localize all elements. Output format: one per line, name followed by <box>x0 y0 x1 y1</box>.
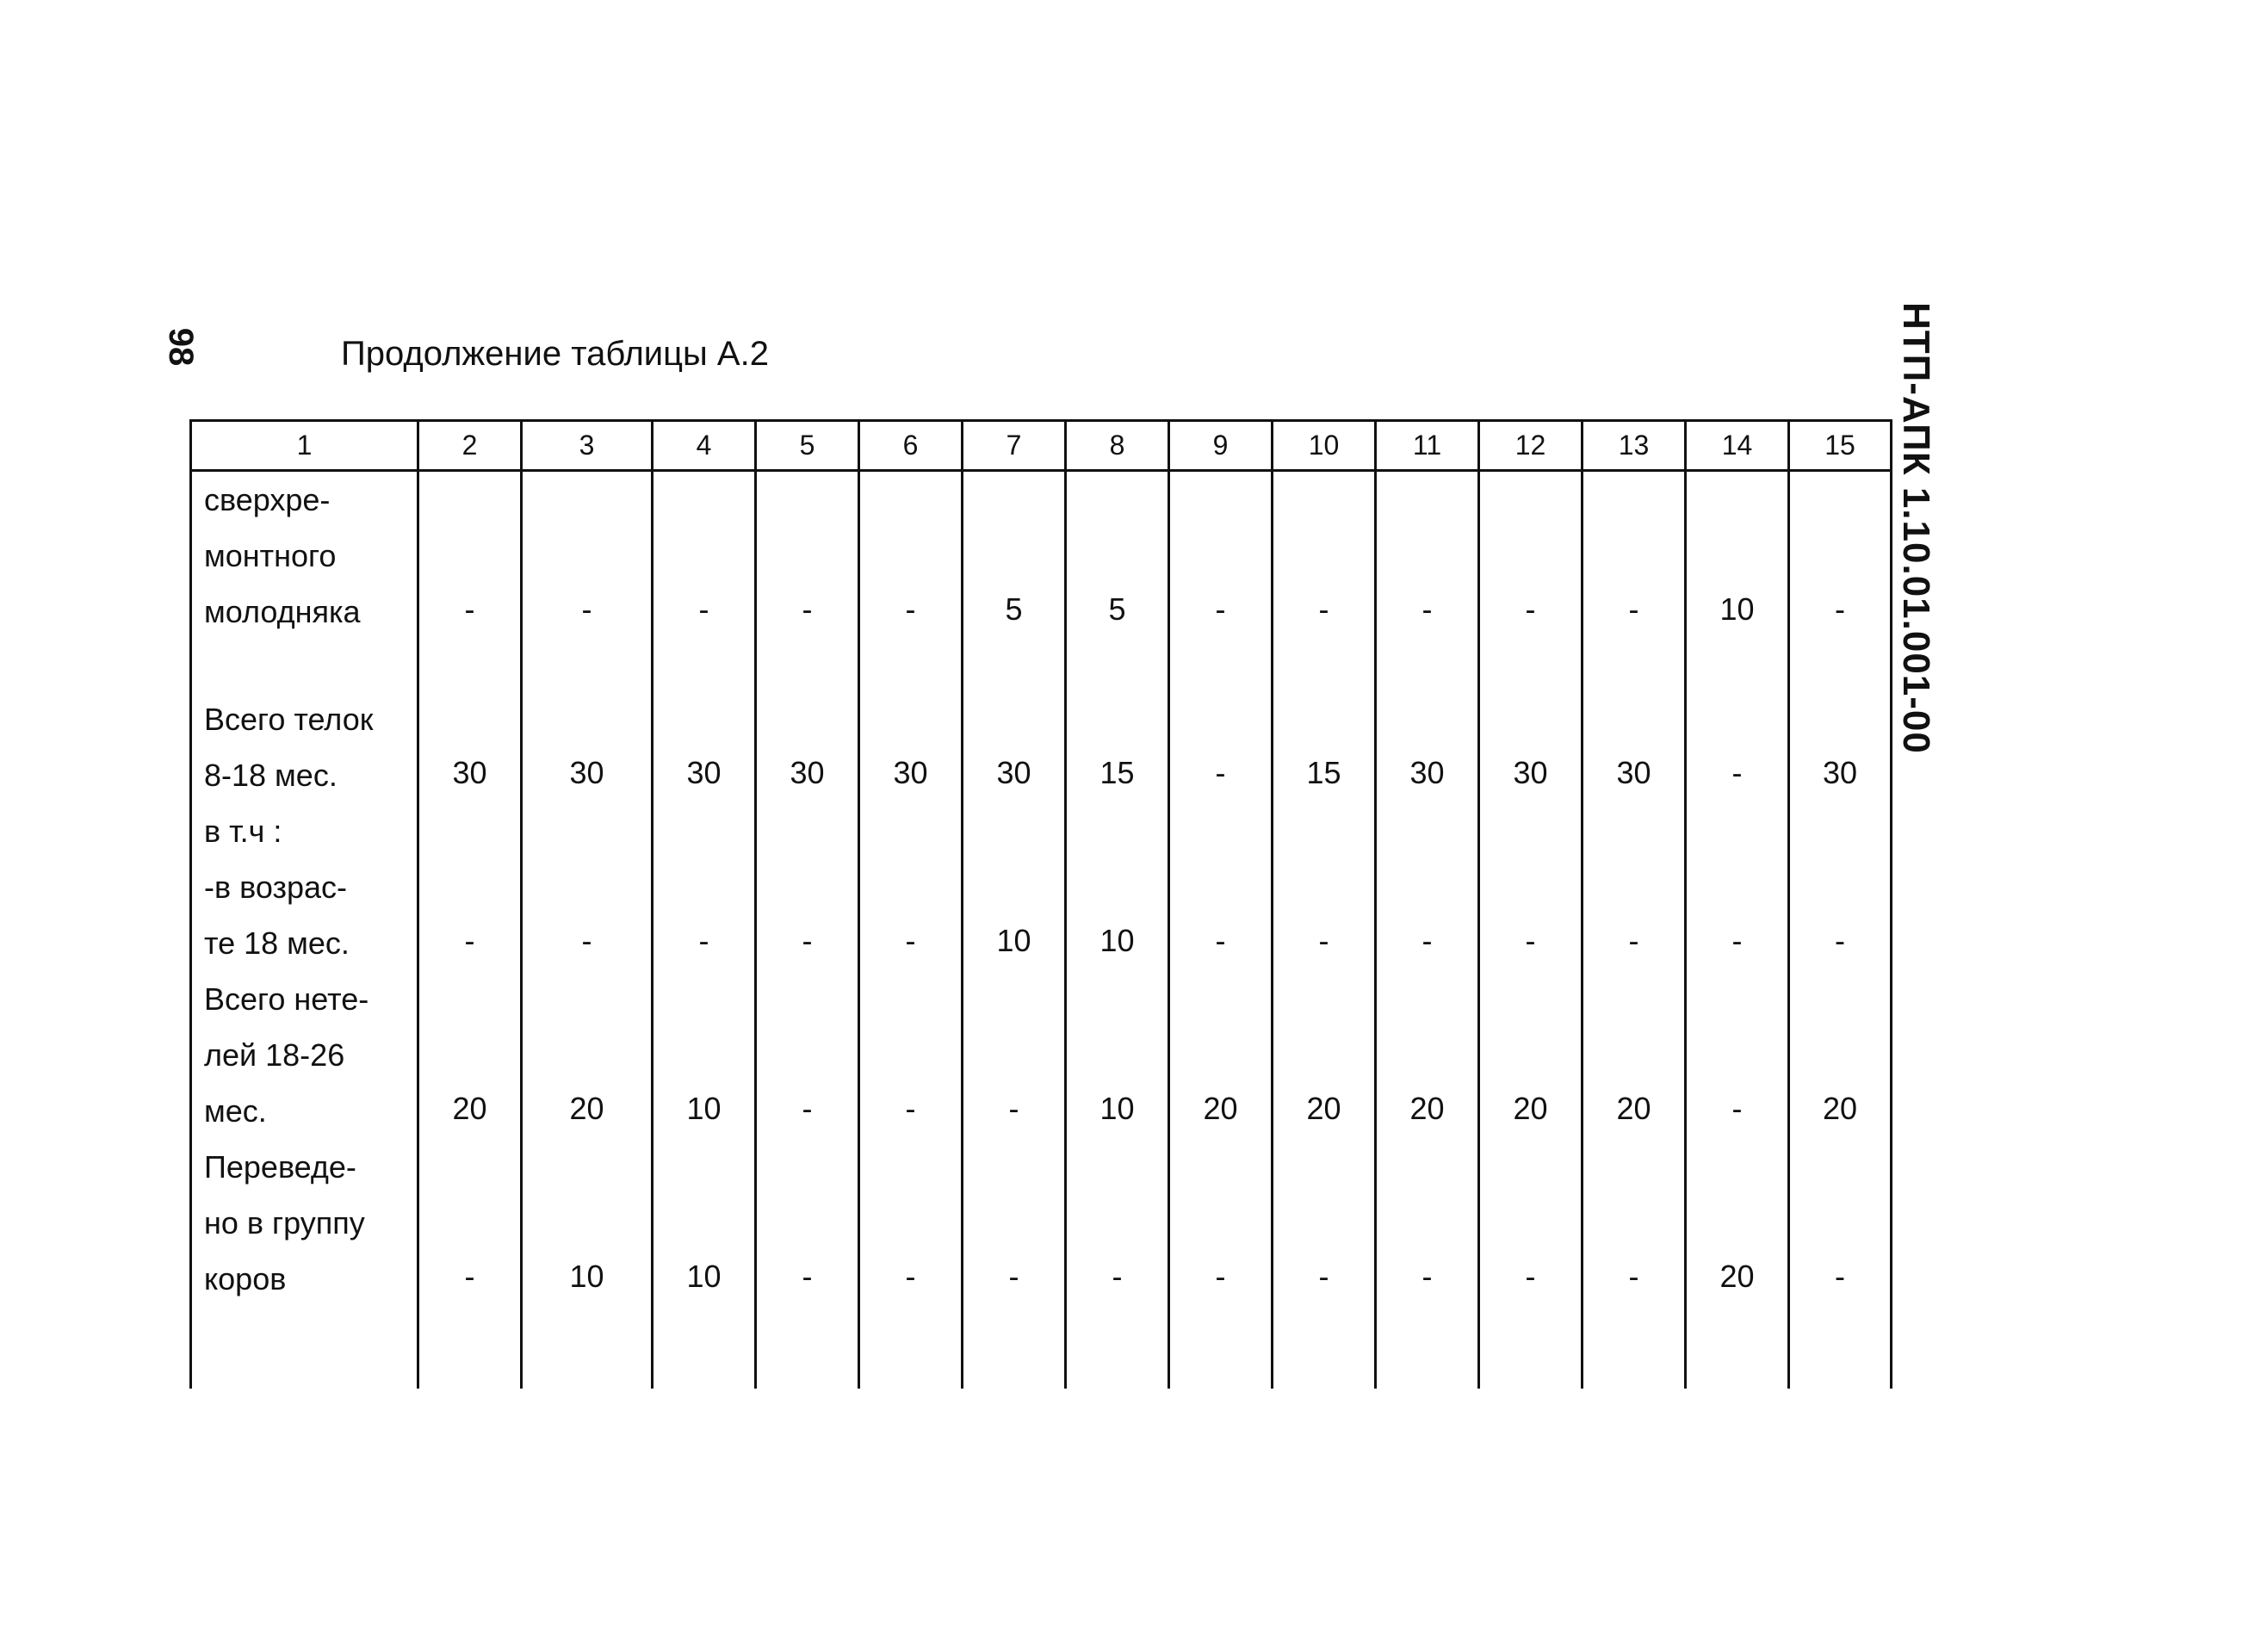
empty-cell <box>1169 1307 1273 1389</box>
row-label: сверхре- монтного молодняка <box>191 471 418 640</box>
table-cell: - <box>756 471 859 640</box>
empty-cell <box>418 1307 522 1389</box>
table-cell: - <box>1479 803 1583 971</box>
empty-cell <box>191 1307 418 1389</box>
table-cell: 30 <box>1479 640 1583 803</box>
row-label: Переведе- но в группу коров <box>191 1139 418 1307</box>
table-cell: 20 <box>1169 971 1273 1139</box>
table-cell: - <box>418 803 522 971</box>
table-cell: - <box>1169 471 1273 640</box>
column-header-5: 5 <box>756 421 859 471</box>
table-cell: 30 <box>1583 640 1686 803</box>
table-cell: - <box>1169 640 1273 803</box>
table-cell: 15 <box>1066 640 1169 803</box>
table-cell: 10 <box>653 971 756 1139</box>
table-cell: - <box>1583 803 1686 971</box>
table-row <box>191 640 1892 803</box>
column-header-12: 12 <box>1479 421 1583 471</box>
table-cell: - <box>859 971 963 1139</box>
table-cell: - <box>1169 803 1273 971</box>
empty-cell <box>1583 1307 1686 1389</box>
table-cell: - <box>418 1139 522 1307</box>
table-cell: 30 <box>653 640 756 803</box>
table-row <box>191 971 1892 1139</box>
row-label: Всего нете- лей 18-26 мес. <box>191 971 418 1139</box>
table-body <box>191 471 1892 1389</box>
column-header-2: 2 <box>418 421 522 471</box>
column-header-8: 8 <box>1066 421 1169 471</box>
table-caption: Продолжение таблицы А.2 <box>341 335 769 373</box>
table-cell: 5 <box>1066 471 1169 640</box>
empty-cell <box>1686 1307 1789 1389</box>
table-cell: - <box>1169 1139 1273 1307</box>
table-cell: 20 <box>1479 971 1583 1139</box>
column-header-14: 14 <box>1686 421 1789 471</box>
empty-cell <box>1376 1307 1479 1389</box>
table-cell: - <box>653 803 756 971</box>
table-cell: - <box>1686 640 1789 803</box>
empty-cell <box>1789 1307 1892 1389</box>
document-code: НТП-АПК 1.10.01.001-00 <box>1895 302 1937 754</box>
data-table <box>189 419 1892 1389</box>
table-cell: - <box>522 471 653 640</box>
column-header-13: 13 <box>1583 421 1686 471</box>
table-cell: 20 <box>1789 971 1892 1139</box>
table-cell: 30 <box>859 640 963 803</box>
column-header-11: 11 <box>1376 421 1479 471</box>
table-cell: 30 <box>1789 640 1892 803</box>
table-cell: - <box>859 803 963 971</box>
table-cell: - <box>756 971 859 1139</box>
table-cell: - <box>1789 1139 1892 1307</box>
table-cell: 10 <box>1066 971 1169 1139</box>
table-row <box>191 471 1892 640</box>
table-cell: 20 <box>522 971 653 1139</box>
table-cell: - <box>1479 1139 1583 1307</box>
row-label: в т.ч : -в возрас- те 18 мес. <box>191 803 418 971</box>
table-cell: 30 <box>756 640 859 803</box>
table-cell: - <box>756 803 859 971</box>
table-row <box>191 803 1892 971</box>
table-cell: - <box>859 1139 963 1307</box>
table-cell: - <box>1789 471 1892 640</box>
table-cell: 20 <box>1376 971 1479 1139</box>
empty-cell <box>653 1307 756 1389</box>
column-header-6: 6 <box>859 421 963 471</box>
table-cell: 20 <box>418 971 522 1139</box>
table-cell: 10 <box>653 1139 756 1307</box>
table-cell: 30 <box>418 640 522 803</box>
column-header-7: 7 <box>963 421 1066 471</box>
table-cell: 10 <box>1686 471 1789 640</box>
table-cell: - <box>522 803 653 971</box>
header-row <box>191 421 1892 471</box>
empty-cell <box>859 1307 963 1389</box>
table-cell: - <box>1066 1139 1169 1307</box>
table-continuation-row <box>191 1307 1892 1389</box>
table-cell: - <box>1376 803 1479 971</box>
column-header-1: 1 <box>191 421 418 471</box>
table-cell: - <box>1583 471 1686 640</box>
table-cell: 30 <box>1376 640 1479 803</box>
column-header-9: 9 <box>1169 421 1273 471</box>
empty-cell <box>963 1307 1066 1389</box>
table-cell: - <box>1686 971 1789 1139</box>
table-cell: 15 <box>1273 640 1376 803</box>
table-cell: 20 <box>1686 1139 1789 1307</box>
table-cell: - <box>1583 1139 1686 1307</box>
empty-cell <box>1066 1307 1169 1389</box>
table-cell: - <box>1273 1139 1376 1307</box>
column-header-3: 3 <box>522 421 653 471</box>
table-cell: - <box>1479 471 1583 640</box>
table-cell: 20 <box>1583 971 1686 1139</box>
table-cell: 5 <box>963 471 1066 640</box>
table-cell: - <box>963 971 1066 1139</box>
table-cell: 30 <box>963 640 1066 803</box>
empty-cell <box>1273 1307 1376 1389</box>
column-header-15: 15 <box>1789 421 1892 471</box>
table-cell: 30 <box>522 640 653 803</box>
table-cell: - <box>963 1139 1066 1307</box>
row-label: Всего телок 8-18 мес. <box>191 640 418 803</box>
column-header-4: 4 <box>653 421 756 471</box>
page-number: 98 <box>162 327 200 367</box>
empty-cell <box>1479 1307 1583 1389</box>
table-cell: - <box>859 471 963 640</box>
table-cell: - <box>1376 1139 1479 1307</box>
empty-cell <box>522 1307 653 1389</box>
table-cell: - <box>1273 471 1376 640</box>
table-cell: - <box>1273 803 1376 971</box>
table-cell: - <box>1789 803 1892 971</box>
table-cell: 10 <box>1066 803 1169 971</box>
table-cell: 20 <box>1273 971 1376 1139</box>
table-cell: - <box>418 471 522 640</box>
table-cell: - <box>1686 803 1789 971</box>
column-header-10: 10 <box>1273 421 1376 471</box>
table-cell: - <box>756 1139 859 1307</box>
empty-cell <box>756 1307 859 1389</box>
table-cell: - <box>653 471 756 640</box>
table-cell: 10 <box>522 1139 653 1307</box>
table-cell: 10 <box>963 803 1066 971</box>
table-header <box>191 421 1892 471</box>
table-cell: - <box>1376 471 1479 640</box>
table-row <box>191 1139 1892 1307</box>
